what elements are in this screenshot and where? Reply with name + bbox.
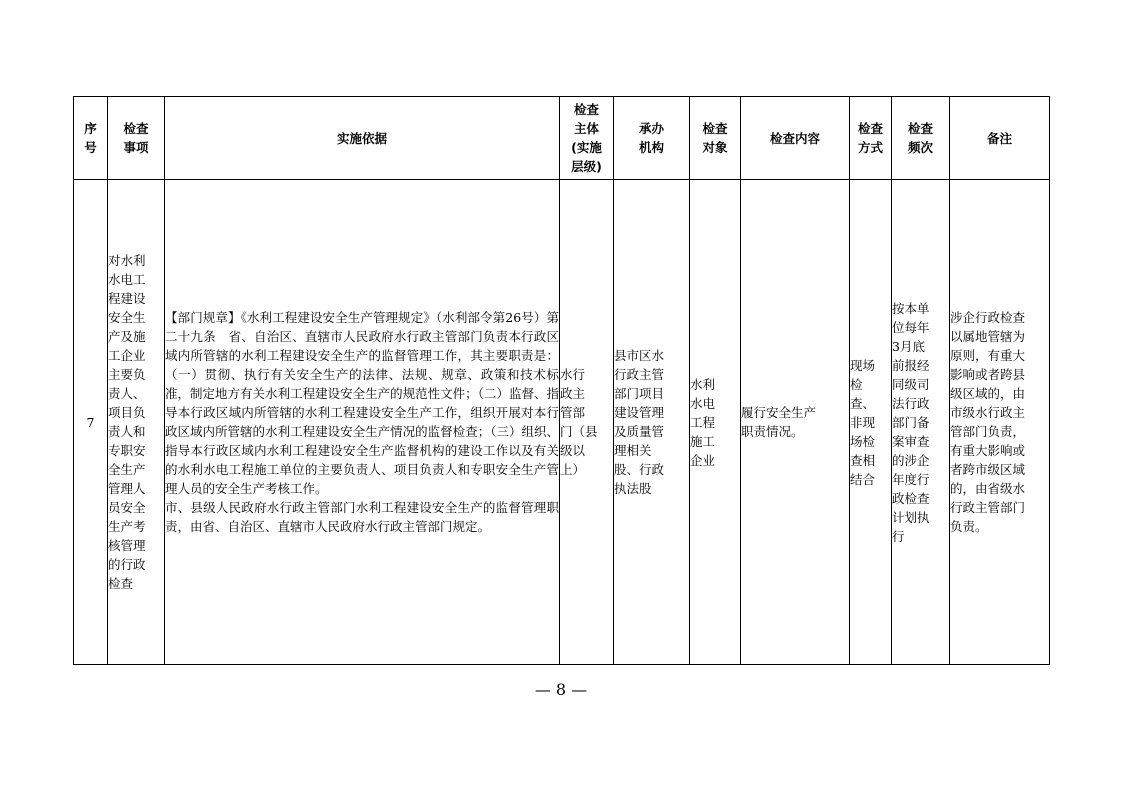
- header-seq: 序 号: [74, 97, 108, 180]
- cell-object: 水利 水电 工程 施工 企业: [690, 180, 741, 665]
- header-basis: 实施依据: [165, 97, 560, 180]
- cell-org: 县市区水 行政主管 部门项目 建设管理 及质量管 理相关 股、行政 执法股: [614, 180, 690, 665]
- header-item: 检查 事项: [108, 97, 165, 180]
- cell-seq: 7: [74, 180, 108, 665]
- cell-content: 履行安全生产 职责情况。: [741, 180, 850, 665]
- inspection-table: [73, 96, 1050, 665]
- header-content: 检查内容: [741, 97, 850, 180]
- cell-method: 现场 检 查、 非现 场检 查相 结合: [850, 180, 892, 665]
- header-subject: 检查 主体 (实施 层级): [560, 97, 614, 180]
- header-method: 检查 方式: [850, 97, 892, 180]
- cell-subject: 水行 政主 管部 门（县 级以 上）: [560, 180, 614, 665]
- header-remark: 备注: [950, 97, 1050, 180]
- cell-basis: 【部门规章】《水利工程建设安全生产管理规定》（水利部令第26号）第二十九条 省、自治区、直辖市人民政府水行政主管部门负责本行政区域内所管辖的水利工程建设安全生产的监督管理工作，其主要职责是：（一）贯彻、执行有关安全生产的法律、法规、规章、政策和技术标准，制定地方有关水利工程建设安全生产的规范性文件；（二）监督、指导本行政区域内所管辖的水利工程建设安全生产工作，组织开展对本行政区域内所管辖的水利工程建设安全生产情况的监督检查；（三）组织、指导本行政区域内水利工程建设安全生产监督机构的建设工作以及有关的水利水电工程施工单位的主要负责人、项目负责人和专职安全生产管理人员的安全生产考核工作。 市、县级人民政府水行政主管部门水利工程建设安全生产的监督管理职责，由省、自治区、直辖市人民政府水行政主管部门规定。: [165, 180, 560, 665]
- table-header-row: [74, 97, 1050, 180]
- cell-item: 对水利 水电工 程建设 安全生 产及施 工企业 主要负 责人、 项目负 责人和 专职安 全生产 管理人 员安全 生产考 核管理 的行政 检查: [108, 180, 165, 665]
- header-org: 承办 机构: [614, 97, 690, 180]
- table-row: [74, 180, 1050, 665]
- cell-remark: 涉企行政检查 以属地管辖为 原则，有重大 影响或者跨县 级区域的，由 市级水行政主 管部门负责， 有重大影响或 者跨市级区域 的，由省级水 行政主管部门 负责。: [950, 180, 1050, 665]
- header-object: 检查 对象: [690, 97, 741, 180]
- cell-frequency: 按本单 位每年 3月底 前报经 同级司 法行政 部门备 案审查 的涉企 年度行 政检查 计划执 行: [892, 180, 950, 665]
- header-frequency: 检查 频次: [892, 97, 950, 180]
- page-number: — 8 —: [534, 680, 588, 699]
